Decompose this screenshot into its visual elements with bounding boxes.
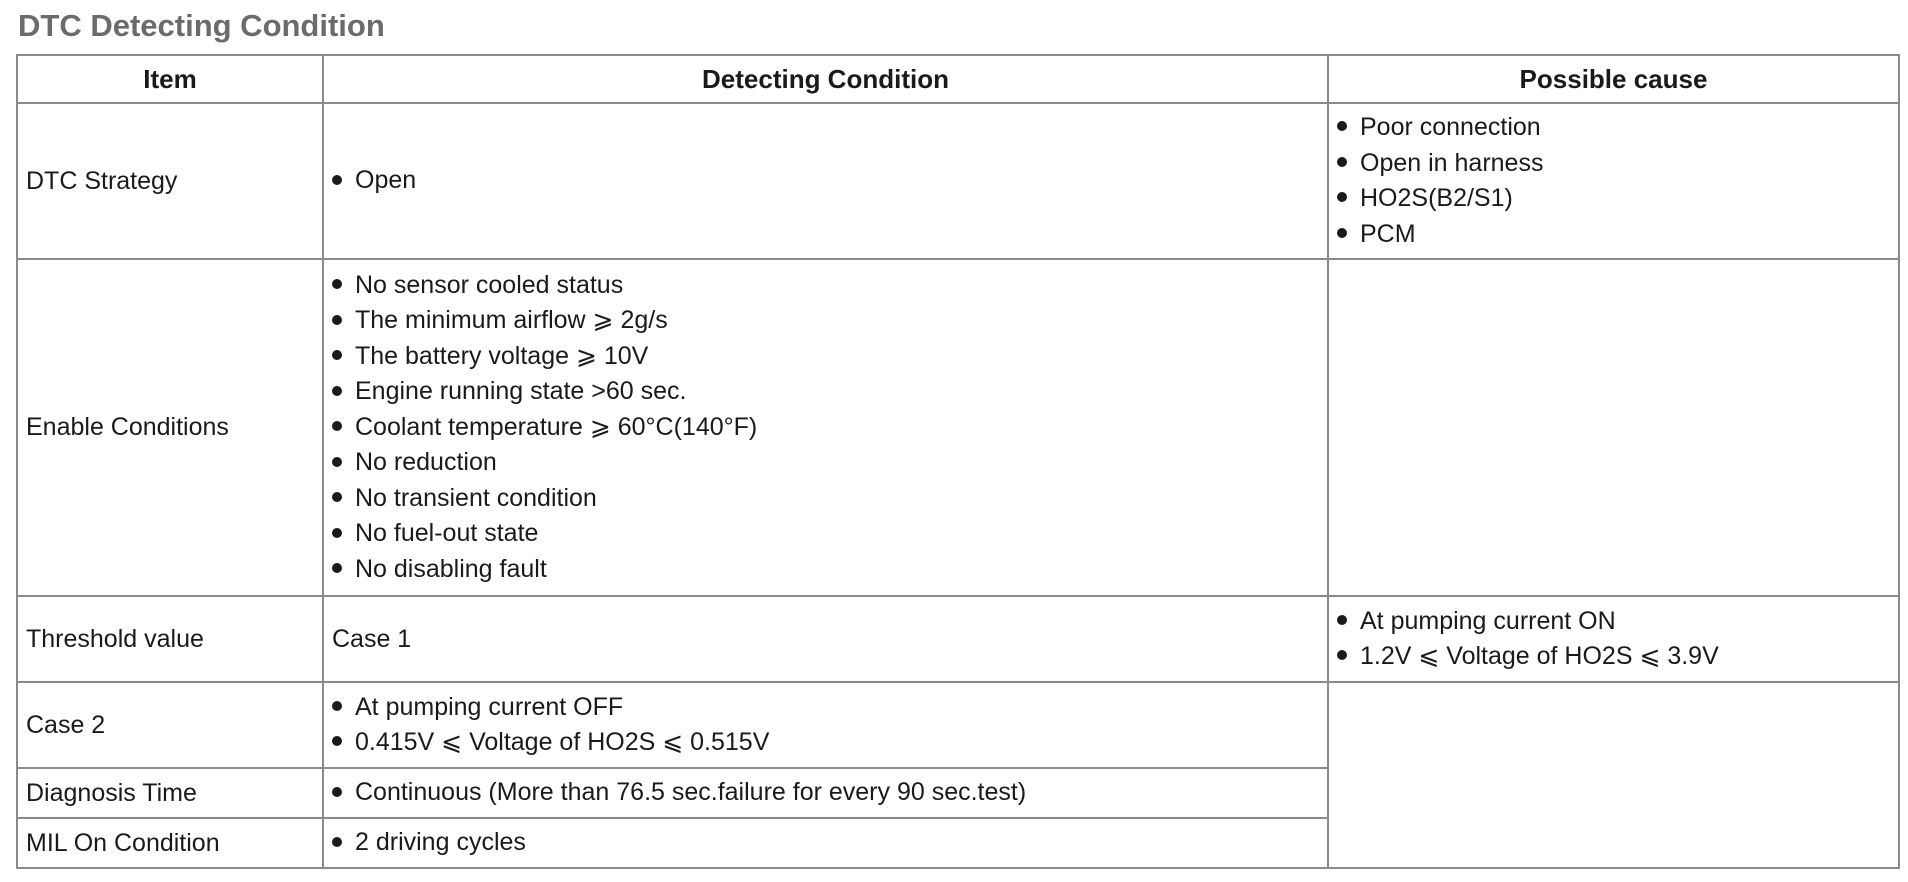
- bullet-icon: [332, 736, 342, 746]
- cell-cause-threshold-value: [1328, 596, 1899, 682]
- table-row-case-2: [17, 682, 1899, 768]
- list-item: [332, 268, 1319, 304]
- list-item-text: No fuel-out state: [355, 519, 539, 548]
- list-item: [332, 825, 1319, 861]
- cell-detecting-dtc-strategy: [323, 103, 1328, 259]
- detecting-list: [332, 825, 1319, 861]
- bullet-icon: [332, 315, 342, 325]
- cell-item-case-2: Case 2: [17, 682, 323, 768]
- bullet-icon: [1337, 192, 1347, 202]
- detecting-list: [332, 268, 1319, 588]
- cell-item-threshold-value: Threshold value: [17, 596, 323, 682]
- bullet-icon: [332, 421, 342, 431]
- cell-detecting-threshold-value: Case 1: [323, 596, 1328, 682]
- list-item-text: HO2S(B2/S1): [1360, 184, 1513, 212]
- detecting-list: [332, 775, 1319, 811]
- list-item-text: Open in harness: [1360, 148, 1544, 177]
- list-item-text: Open: [355, 166, 417, 195]
- list-item: [1337, 146, 1890, 182]
- cell-cause-shared-lower: [1328, 682, 1899, 868]
- bullet-icon: [332, 279, 342, 289]
- detecting-list: [332, 163, 1319, 199]
- list-item-text: No disabling fault: [355, 554, 547, 583]
- bullet-icon: [332, 350, 342, 360]
- bullet-icon: [332, 787, 342, 797]
- bullet-icon: [332, 563, 342, 573]
- list-item: [332, 303, 1319, 339]
- cause-list: [1337, 110, 1890, 252]
- list-item-text: 2 driving cycles: [355, 828, 526, 857]
- list-item: [1337, 604, 1890, 640]
- list-item-text: No transient condition: [355, 483, 597, 512]
- bullet-icon: [332, 457, 342, 467]
- bullet-icon: [1337, 650, 1347, 660]
- list-item-text: At pumping current ON: [1360, 606, 1616, 635]
- list-item: [332, 690, 1319, 726]
- column-header-possible-cause: Possible cause: [1328, 55, 1899, 103]
- cell-item-mil-on-condition: MIL On Condition: [17, 818, 323, 868]
- list-item: [1337, 217, 1890, 253]
- list-item-text: Engine running state >60 sec.: [355, 377, 687, 406]
- detecting-list: [332, 690, 1319, 761]
- table-row-dtc-strategy: [17, 103, 1899, 259]
- list-item-text: Continuous (More than 76.5 sec.failure for every 90 sec.test): [355, 778, 1027, 807]
- cell-detecting-case-2: [323, 682, 1328, 768]
- list-item: [1337, 639, 1890, 675]
- column-header-item: Item: [17, 55, 323, 103]
- bullet-icon: [1337, 615, 1347, 625]
- list-item: [332, 163, 1319, 199]
- list-item: [1337, 181, 1890, 217]
- list-item: [1337, 110, 1890, 146]
- list-item: [332, 775, 1319, 811]
- list-item: [332, 410, 1319, 446]
- list-item-text: The minimum airflow ⩾ 2g/s: [355, 306, 668, 335]
- cell-detecting-mil-on-condition: [323, 818, 1328, 868]
- bullet-icon: [332, 528, 342, 538]
- cell-cause-shared-upper: [1328, 259, 1899, 596]
- column-header-detecting-condition: Detecting Condition: [323, 55, 1328, 103]
- list-item: [332, 552, 1319, 588]
- cell-detecting-enable-conditions: [323, 259, 1328, 596]
- table-header-row: [17, 55, 1899, 103]
- bullet-icon: [1337, 157, 1347, 167]
- cell-detecting-diagnosis-time: [323, 768, 1328, 818]
- list-item: [332, 481, 1319, 517]
- list-item-text: No sensor cooled status: [355, 270, 624, 299]
- bullet-icon: [332, 175, 342, 185]
- bullet-icon: [1337, 228, 1347, 238]
- list-item: [332, 516, 1319, 552]
- bullet-icon: [332, 701, 342, 711]
- list-item-text: Coolant temperature ⩾ 60°C(140°F): [355, 412, 758, 441]
- list-item-text: No reduction: [355, 448, 497, 477]
- list-item: [332, 374, 1319, 410]
- cell-item-enable-conditions: Enable Conditions: [17, 259, 323, 596]
- list-item-text: 1.2V ⩽ Voltage of HO2S ⩽ 3.9V: [1360, 642, 1719, 670]
- list-item: [332, 339, 1319, 375]
- cell-cause-dtc-strategy: [1328, 103, 1899, 259]
- cell-item-diagnosis-time: Diagnosis Time: [17, 768, 323, 818]
- list-item: [332, 445, 1319, 481]
- list-item-text: At pumping current OFF: [355, 692, 624, 721]
- page-title: DTC Detecting Condition: [18, 8, 385, 43]
- bullet-icon: [332, 492, 342, 502]
- list-item-text: 0.415V ⩽ Voltage of HO2S ⩽ 0.515V: [355, 728, 770, 756]
- bullet-icon: [332, 837, 342, 847]
- list-item: [332, 725, 1319, 761]
- table-row-threshold-value: [17, 596, 1899, 682]
- list-item-text: Poor connection: [1360, 113, 1541, 141]
- dtc-condition-table: [16, 54, 1900, 869]
- cell-item-dtc-strategy: DTC Strategy: [17, 103, 323, 259]
- list-item-text: PCM: [1360, 219, 1416, 248]
- list-item-text: The battery voltage ⩾ 10V: [355, 341, 649, 370]
- cause-list: [1337, 604, 1890, 675]
- bullet-icon: [332, 386, 342, 396]
- bullet-icon: [1337, 121, 1347, 131]
- table-row-enable-conditions: [17, 259, 1899, 596]
